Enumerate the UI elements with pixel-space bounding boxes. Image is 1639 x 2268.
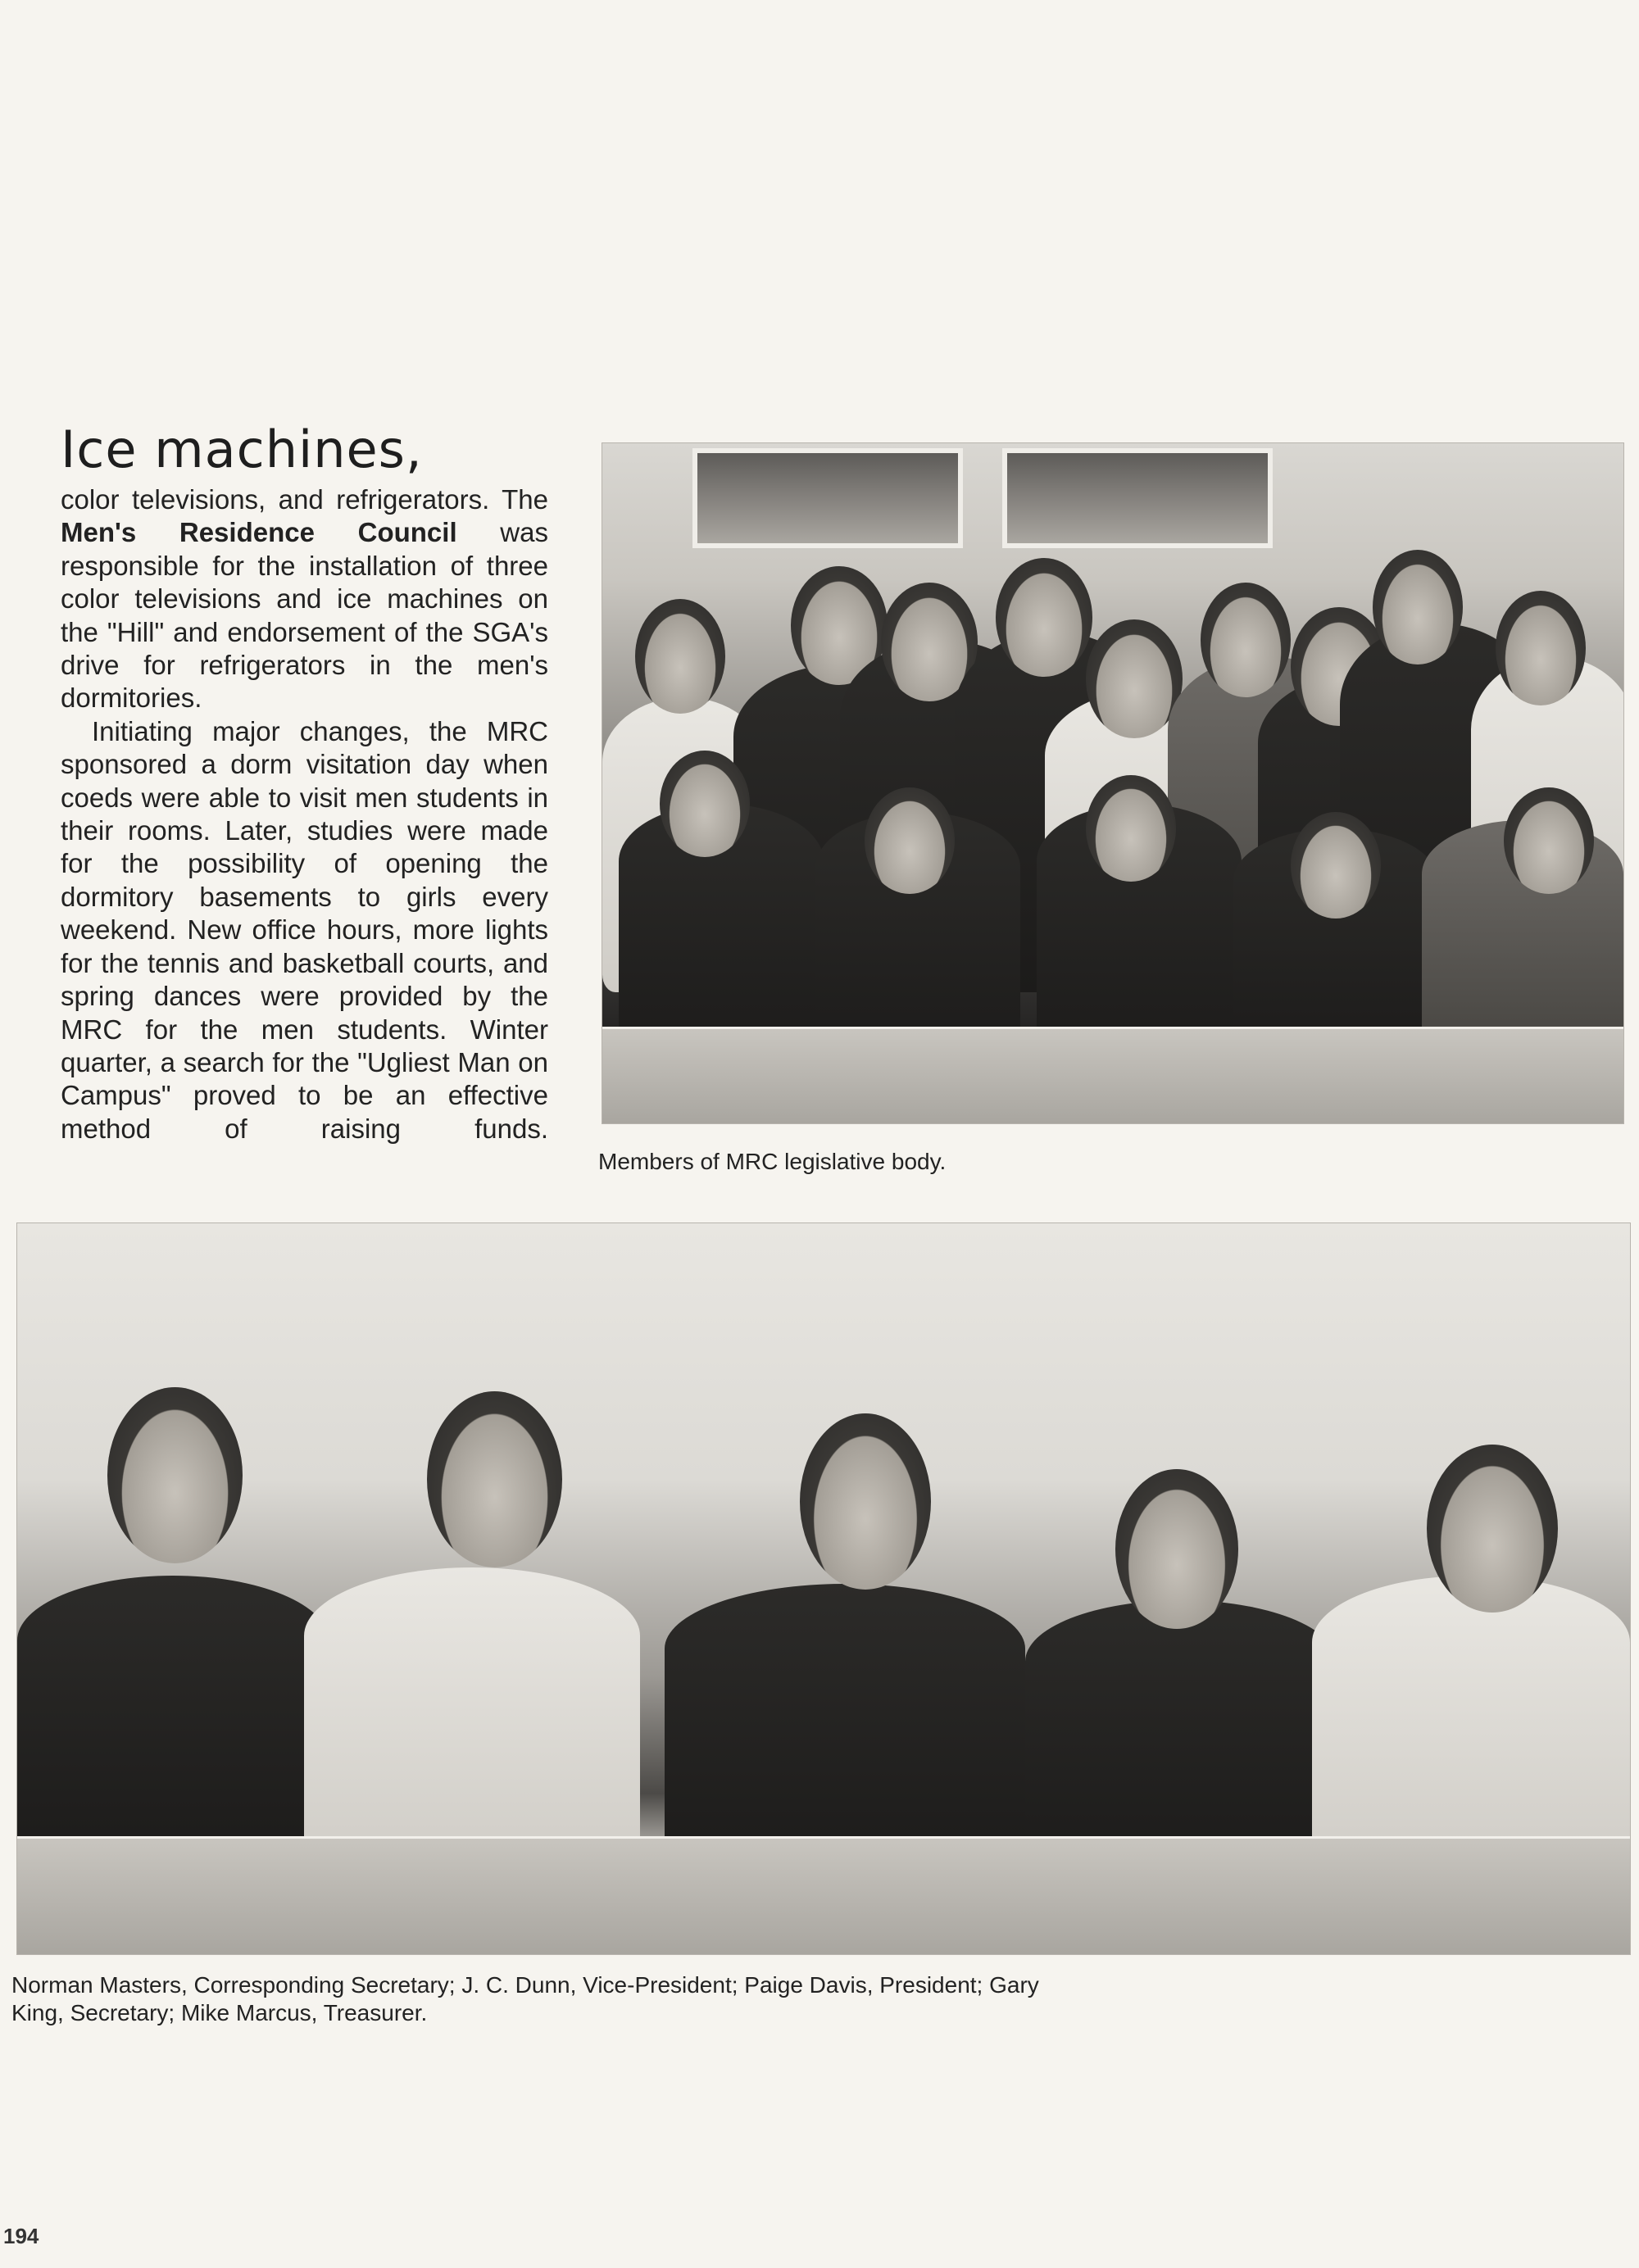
officers-table — [17, 1836, 1630, 1955]
paragraph-1-text-end: was responsible for the installation of three color televisions and ice machines on the "Hill" and endorsement of the SGA's drive for refrigerators in the men's dormitories. — [61, 517, 548, 714]
conference-table — [602, 1027, 1623, 1124]
article-paragraph-1 — [61, 483, 548, 715]
member-head — [865, 787, 955, 894]
article-body — [61, 483, 548, 1145]
officer-head — [107, 1387, 243, 1563]
article-headline: Ice machines, — [61, 420, 423, 479]
officer-figure — [1312, 1576, 1630, 1879]
officer-figure — [304, 1567, 640, 1879]
member-head — [1291, 812, 1381, 919]
officer-head — [800, 1413, 931, 1590]
photo-window-right — [1002, 448, 1273, 548]
member-head — [1504, 787, 1594, 894]
bottom-photo-caption: Norman Masters, Corresponding Secretary; J. C. Dunn, Vice-President; Paige Davis, President; Gary King, Secretary; Mike Marcus, Treasurer. — [11, 1972, 1039, 2025]
group-photo-legislative-body — [602, 442, 1624, 1124]
officer-figure — [17, 1576, 329, 1871]
top-photo-caption: Members of MRC legislative body. — [598, 1149, 947, 1174]
officer-head — [427, 1391, 562, 1567]
member-head — [1201, 583, 1291, 697]
member-head — [1496, 591, 1586, 705]
paragraph-1-text-start: color televisions, and refrigerators. The — [61, 484, 548, 515]
member-head — [996, 558, 1092, 677]
member-head — [660, 751, 750, 857]
article-paragraph-2 — [61, 715, 548, 1145]
member-head — [635, 599, 725, 714]
member-head — [1373, 550, 1463, 665]
organization-name: Men's Residence Council — [61, 517, 457, 548]
page-number: 194 — [3, 2224, 39, 2248]
paragraph-2-text: Initiating major changes, the MRC sponsored a dorm visitation day when coeds were able to visit men students in their rooms. Later, studies were made for the possibility of opening the dormitory basements to girls every weekend. New office hours, more lights for the tennis and basketball courts, and spring dances were provided by the MRC for the men students. Winter quarter, a search for the "Ugliest Man on Campus" proved to be an effective method of raising funds. — [61, 715, 548, 1144]
member-head — [1086, 775, 1176, 882]
photo-window-left — [692, 448, 963, 548]
officer-head — [1427, 1445, 1558, 1613]
officer-head — [1115, 1469, 1238, 1629]
officers-photo — [16, 1222, 1631, 1955]
officer-figure — [665, 1584, 1025, 1879]
